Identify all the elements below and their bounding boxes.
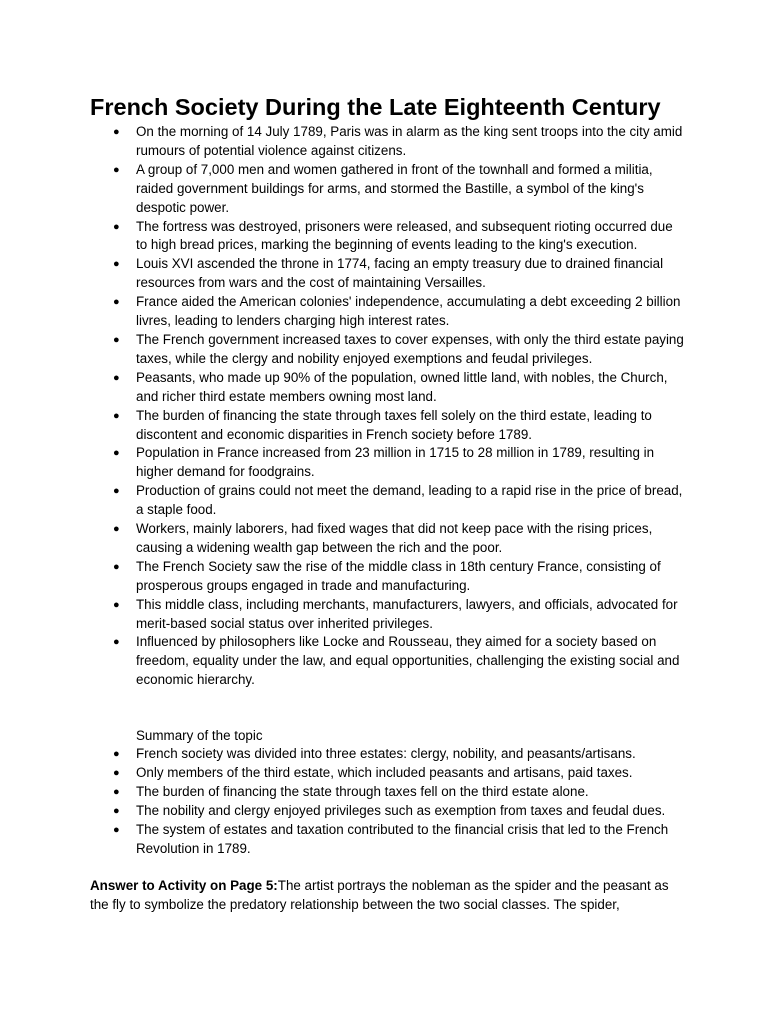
list-item-text: The burden of financing the state through taxes fell on the third estate alone. [136,783,589,799]
list-item [0,783,684,802]
bullet-icon: ● [113,126,120,138]
list-item-text: The French Society saw the rise of the middle class in 18th century France, consisting of prosperous groups engaged in trade and manufacturing. [136,558,661,593]
list-item-text: Production of grains could not meet the demand, leading to a rapid rise in the price of bread, a staple food. [136,483,683,518]
bullet-icon: ● [113,598,120,611]
list-item-text: The burden of financing the state through taxes fell solely on the third estate, leading to discontent and economic disparities in French society before 1789. [136,407,652,442]
bullet-icon: ● [113,258,120,271]
answer-paragraph [90,877,680,915]
bullet-icon: ● [113,220,120,233]
list-item-text: A group of 7,000 men and women gathered in front of the townhall and formed a militia, raided government buildings for arms, and stormed the Bastille, a symbol of the king's despotic power. [136,161,653,215]
list-item [0,745,684,764]
bullet-icon: ● [113,636,120,649]
answer-label: Answer to Activity on Page 5: [90,878,278,893]
list-item [0,482,684,520]
bullet-icon: ● [113,296,120,309]
list-item-text: Louis XVI ascended the throne in 1774, facing an empty treasury due to drained financial resources from wars and the cost of maintaining Versailles. [136,256,664,291]
list-item [0,802,684,821]
page-title: French Society During the Late Eighteenth Century [90,94,661,120]
bullet-icon: ● [113,823,120,836]
list-item [0,331,684,369]
list-item [0,633,684,690]
list-item [0,444,684,482]
bullet-icon: ● [113,748,120,760]
list-item-text: Only members of the third estate, which included peasants and artisans, paid taxes. [136,764,633,780]
list-item-text: The French government increased taxes to cover expenses, with only the third estate paying taxes, while the clergy and nobility enjoyed exemptions and feudal privileges. [136,331,684,366]
summary-bullet-list [0,745,768,858]
list-item-text: Peasants, who made up 90% of the population, owned little land, with nobles, the Church, and richer third estate members owning most land. [136,369,668,404]
main-bullet-list [0,123,768,690]
summary-heading: Summary of the topic [136,728,263,743]
bullet-icon: ● [113,785,120,798]
list-item [0,596,684,634]
bullet-icon: ● [113,409,120,422]
bullet-icon: ● [113,371,120,384]
list-item-text: The fortress was destroyed, prisoners were released, and subsequent rioting occurred due to high bread prices, marking the beginning of events leading to the king's execution. [136,218,673,253]
list-item [0,407,684,445]
list-item-text: The system of estates and taxation contributed to the financial crisis that led to the French Revolution in 1789. [136,821,669,856]
list-item-text: On the morning of 14 July 1789, Paris was in alarm as the king sent troops into the city amid rumours of potential violence against citizens. [136,124,683,158]
list-item-text: France aided the American colonies' independence, accumulating a debt exceeding 2 billion livres, leading to lenders charging high interest rates. [136,294,681,329]
list-item [0,218,684,256]
list-item [0,161,684,218]
list-item [0,764,684,783]
bullet-icon: ● [113,766,120,779]
list-item-text: Workers, mainly laborers, had fixed wages that did not keep pace with the rising prices, causing a widening wealth gap between the rich and the poor. [136,521,653,555]
list-item-text: This middle class, including merchants, manufacturers, lawyers, and officials, advocated for merit-based social status over inherited privileges. [136,596,678,631]
list-item [0,520,684,558]
list-item-text: Influenced by philosophers like Locke and Rousseau, they aimed for a society based on freedom, equality under the law, and equal opportunities, challenging the existing social and economic hierarchy. [136,634,680,688]
bullet-icon: ● [113,447,120,460]
bullet-icon: ● [113,163,120,176]
bullet-icon: ● [113,485,120,498]
list-item-text: Population in France increased from 23 million in 1715 to 28 million in 1789, resulting in higher demand for foodgrains. [136,445,655,480]
bullet-icon: ● [113,523,120,536]
list-item [0,255,684,293]
answer-text: The artist portrays the nobleman as the spider and the peasant as the fly to symbolize the predatory relationship between the two social classes. The spider, [90,878,669,912]
bullet-icon: ● [113,333,120,346]
list-item-text: The nobility and clergy enjoyed privileges such as exemption from taxes and feudal dues. [136,802,666,818]
bullet-icon: ● [113,804,120,817]
list-item [0,123,684,161]
list-item [0,821,684,859]
list-item [0,293,684,331]
bullet-icon: ● [113,560,120,573]
list-item-text: French society was divided into three estates: clergy, nobility, and peasants/artisans. [136,746,636,761]
list-item [0,558,684,596]
list-item [0,369,684,407]
